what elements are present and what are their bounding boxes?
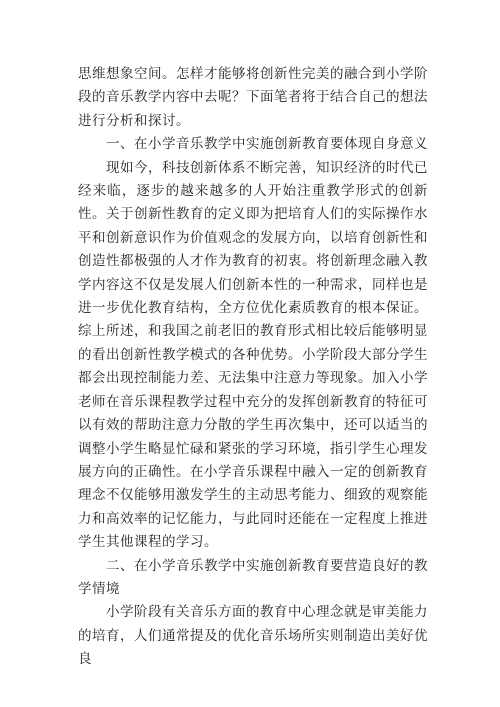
paragraph-section-1-body: 现如今，科技创新体系不断完善，知识经济的时代已经来临，逐步的越来越多的人开始注重教学形式的创新性。关于创新性教育的定义即为把培育人们的实际操作水平和创新意识作为价值观念的发展方向，以培育创新性和创造性都极强的人才作为教育的初衷。将创新理念融入教学内容这不仅是发展人们创新本性的一种需求，同样也是进一步优化教育结构，全方位优化素质教育的根本保证。综上所述，和我国之前老旧的教育形式相比较后能够明显的看出创新性教学模式的各种优势。小学阶段大部分学生都会出现控制能力差、无法集中注意力等现象。加入小学老师在音乐课程教学过程中充分的发挥创新教育的特征可以有效的帮助注意力分散的学生再次集中，还可以适当的调整小学生略显忙碌和紧张的学习环境，指引学生心理发展方向的正确性。在小学音乐课程中融入一定的创新教育理念不仅能够用激发学生的主动思考能力、细致的观察能力和高效率的记忆能力，与此同时还能在一定程度上推进学生其他课程的学习。 xyxy=(78,159,428,551)
paragraph-section-2-body: 小学阶段有关音乐方面的教育中心理念就是审美能力的培育，人们通常提及的优化音乐场所实则制造出美好优良 xyxy=(78,604,428,668)
document-body xyxy=(78,63,428,672)
paragraph-intro-continuation: 思维想象空间。怎样才能够将创新性完美的融合到小学阶段的音乐教学内容中去呢？下面笔者将于结合自己的想法进行分析和探讨。 xyxy=(78,66,428,129)
section-heading-1: 一、在小学音乐教学中实施创新教育要体现自身意义 xyxy=(106,136,428,153)
section-heading-2: 二、在小学音乐教学中实施创新教育要营造良好的教学情境 xyxy=(78,557,428,597)
